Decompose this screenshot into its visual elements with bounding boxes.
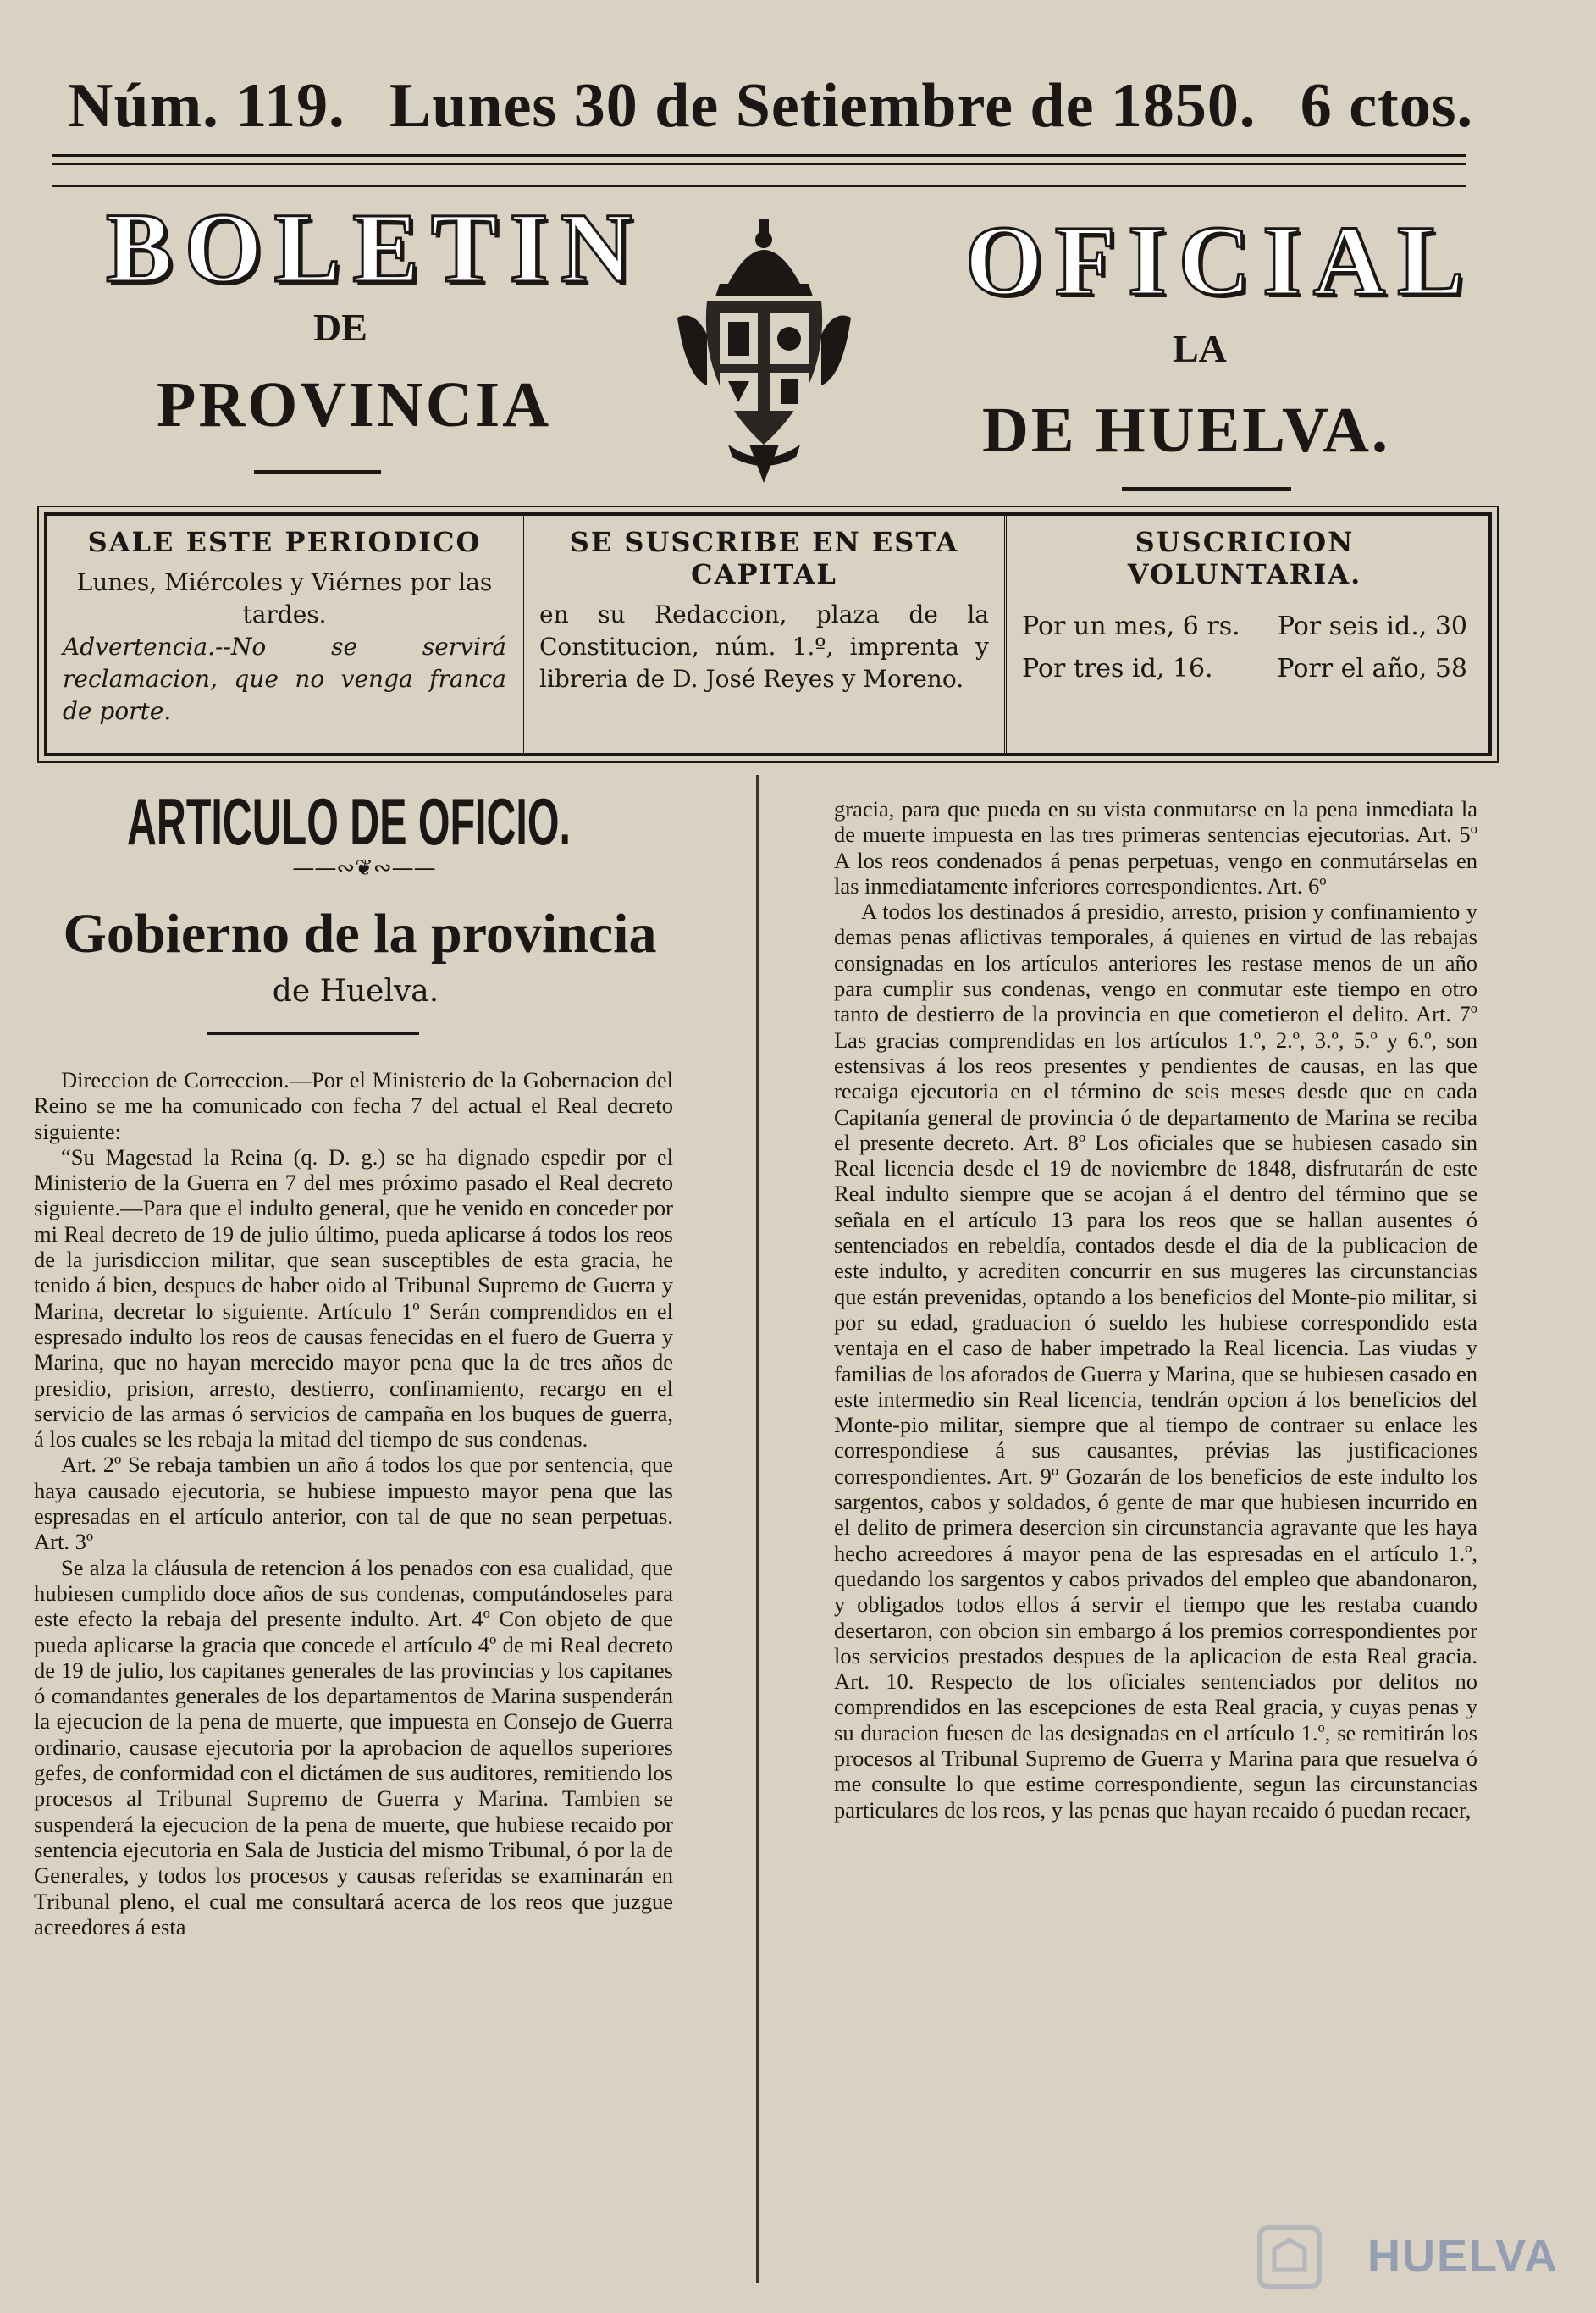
paragraph: “Su Magestad la Reina (q. D. g.) se ha dignado espedir por el Ministerio de la Guerra en 7 del mes próximo pasado el Real decreto siguiente.—Para que el indulto general, que he venido en conceder por mi Real decreto de 19 de julio último, pueda aplicarse á todos los reos de la jurisdiccion militar, que sean susceptibles de esta gracia, he tenido á bien, despues de haber oido al Tribunal Supremo de Guerra y Marina, decretar lo siguiente. Artículo 1º Serán comprendidos en el espresado indulto los reos de causas fenecidas en el fuero de Guerra y Marina, que no hayan merecido mayor pena que la de tres años de presidio, prision, arresto, destierro, confinamiento, recargo en el servicio de las armas ó servicios de campaña en los buques de guerra, á los cuales se les rebaja la mitad del tiempo de sus condenas. xyxy=(34,1143,673,1453)
masthead xyxy=(68,68,1473,144)
section-title: ARTICULO DE OFICIO. xyxy=(127,784,571,859)
paragraph: Se alza la cláusula de retencion á los penados con esa cualidad, que hubiesen cumplido doce años de sus condenas, computándoseles para este efecto la rebaja del presente indulto. Art. 4º Con objeto de que pueda aplicarse la gracia que concede el artículo 4º de mi Real decreto de 19 de julio, los capitanes generales de las provincias y los capitanes ó comandantes generales de los departamentos de Marina suspenderán la ejecucion de la pena de muerte, que impuesta en Consejo de Guerra ordinario, causase ejecutoria por la aprobacion de aquellos superiores gefes, de conformidad con el dictámen de sus auditores, remitiendo los procesos al Tribunal Supremo de Guerra y Marina. Tambien se suspenderá la ejecucion de la pena de muerte, que hubiese recaido por sentencia ejecutoria en Sala de Justicia del mismo Tribunal, ó por la de Generales, y todos los procesos y causas referidas se examinarán en Tribunal pleno, el cual me consultará acerca de los reos que juzgue acreedores á esta xyxy=(34,1554,673,1939)
masthead-rule-thin xyxy=(52,163,1466,165)
box-periodico xyxy=(47,516,522,753)
article-heading: Gobierno de la provincia xyxy=(63,903,657,965)
subscription-info xyxy=(44,512,1492,756)
box-voluntaria-heading: SUSCRICION VOLUNTARIA. xyxy=(1127,526,1362,590)
title-underline-left xyxy=(254,470,381,474)
price-table xyxy=(1022,606,1467,690)
price-row xyxy=(1022,606,1467,648)
box-periodico-heading: SALE ESTE PERIODICO xyxy=(87,526,482,558)
paragraph: gracia, para que pueda en su vista conmutarse en la pena inmediata la de muerte impuesta en las tres primeras sentencias ejecutorias. Art. 5º A los reos condenados á penas perpetuas, vengo en conmutárselas en las inmediatamente inferiores correspondientes. Art. 6º xyxy=(834,796,1477,899)
price-cell: Porr el año, 58 xyxy=(1277,654,1467,683)
price-cell: Por seis id., 30 xyxy=(1277,611,1467,641)
issue-number: Núm. 119. xyxy=(68,70,345,141)
box-suscribe xyxy=(522,516,1004,753)
masthead-rule-thin xyxy=(52,185,1466,187)
article-subheading: de Huelva. xyxy=(272,974,439,1009)
paragraph: Direccion de Correccion.—Por el Ministerio de la Gobernacion del Reino se me ha comunicado con fecha 7 del actual el Real decreto siguiente: xyxy=(34,1067,673,1144)
text-column-left xyxy=(34,1067,673,1939)
paragraph: Art. 2º Se rebaja tambien un año á todos los que por sentencia, que haya causado ejecutoria, se hubiese impuesto mayor pena que las espresadas en el artículo anterior, con tal de que no sean perpetuas. Art. 3º xyxy=(34,1452,673,1555)
title-de: DE xyxy=(313,306,367,349)
masthead-rule xyxy=(52,154,1466,157)
box-suscribe-text: en su Redaccion, plaza de la Constitucion, núm. 1.º, imprenta y libreria de D. José Reyes y Moreno. xyxy=(539,600,989,693)
box-voluntaria xyxy=(1004,516,1483,753)
box-suscribe-heading: SE SUSCRIBE EN ESTA CAPITAL xyxy=(569,526,959,590)
price-row xyxy=(1022,648,1467,690)
text-column-right xyxy=(834,796,1477,1823)
box-periodico-days: Lunes, Miércoles y Viérnes por las tardes. xyxy=(76,568,493,628)
ornament: ——∾❦∾—— xyxy=(292,855,436,881)
title-boletin: BOLETIN xyxy=(106,192,644,303)
price-cell: Por un mes, 6 rs. xyxy=(1022,611,1240,641)
title-de-huelva: DE HUELVA. xyxy=(982,395,1390,466)
title-oficial: OFICIAL xyxy=(965,205,1476,316)
title-la: LA xyxy=(1173,327,1227,370)
title-provincia: PROVINCIA xyxy=(157,369,552,440)
box-periodico-warning: Advertencia.--No se servirá reclamacion, que no venga franca de porte. xyxy=(63,633,506,725)
issue-date: Lunes 30 de Setiembre de 1850. xyxy=(389,70,1256,141)
coat-of-arms xyxy=(669,216,859,483)
paragraph: A todos los destinados á presidio, arresto, prision y confinamiento y demas penas aflictivas temporales, á quienes en virtud de las rebajas consignadas en los artículos anteriores les restase menos de un año para cumplir sus condenas, vengo en conmutar este tiempo en otro tanto de destierro de la provincia en que cometieron el delito. Art. 7º Las gracias comprendidas en los artículos 1.º, 2.º, 3.º, 5.º y 6.º, son estensivas á los reos presentes y pendientes de causas, en las que recaiga ejecutoria en el término de seis meses desde que en cada Capitanía general de provincia ó de departamento de Marina se reciba el presente decreto. Art. 8º Los oficiales que se hubiesen casado sin Real licencia desde el 19 de noviembre de 1848, disfrutarán de este Real indulto siempre que se acojan á el dentro del término que se señala en el artículo 13 para los reos que se hallan ausentes ó sentenciados en rebeldía, contados desde el dia de la publicacion de este indulto, y acrediten concurrir en sus mugeres las circunstancias que están prevenidas, optando a los beneficios del Monte-pio militar, si por su edad, graduacion ó sueldo les hubiese correspondido esta ventaja en el caso de haber impetrado la Real licencia. Las viudas y familias de los aforados de Guerra y Marina, que se hubiesen casado en este intermedio sin Real licencia, tendrán opcion á los beneficios del Monte-pio militar, siempre que al tiempo de contraer su enlace les correspondiese á sus causantes, prévias las justificaciones correspondientes. Art. 9º Gozarán de los beneficios de este indulto los sargentos, cabos y soldados, ó gente de mar que hubiesen incurrido en el delito de primera desercion sin circunstancia agravante que les haya hecho acreedores á mayor pena de las espresadas en el artículo 1.º, quedando los sargentos y cabos privados del empleo que abandonaron, y obligados todos ellos á servir el tiempo que les restaba cuando desertaron, con obcion sin embargo á los premios correspondientes por los servicios prestados despues de la aplicacion de esta Real gracia. Art. 10. Respecto de los oficiales sentenciados por delitos no comprendidos en las escepciones de esta Real gracia, y cuyas penas y su duracion fuesen de las designadas en el artículo 1.º, se remitirán los procesos al Tribunal Supremo de Guerra y Marina para que resuelva ó me consulte lo que estime correspondiente, segun las circunstancias particulares de los reos, y las penas que hayan recaido ó puedan recaer, xyxy=(834,899,1477,1823)
issue-price: 6 ctos. xyxy=(1300,70,1473,141)
title-underline-right xyxy=(1122,487,1291,491)
column-divider xyxy=(756,775,759,2283)
archive-watermark-text: HUELVA xyxy=(1367,2231,1559,2282)
heading-rule xyxy=(207,1032,419,1035)
price-cell: Por tres id, 16. xyxy=(1022,654,1213,683)
